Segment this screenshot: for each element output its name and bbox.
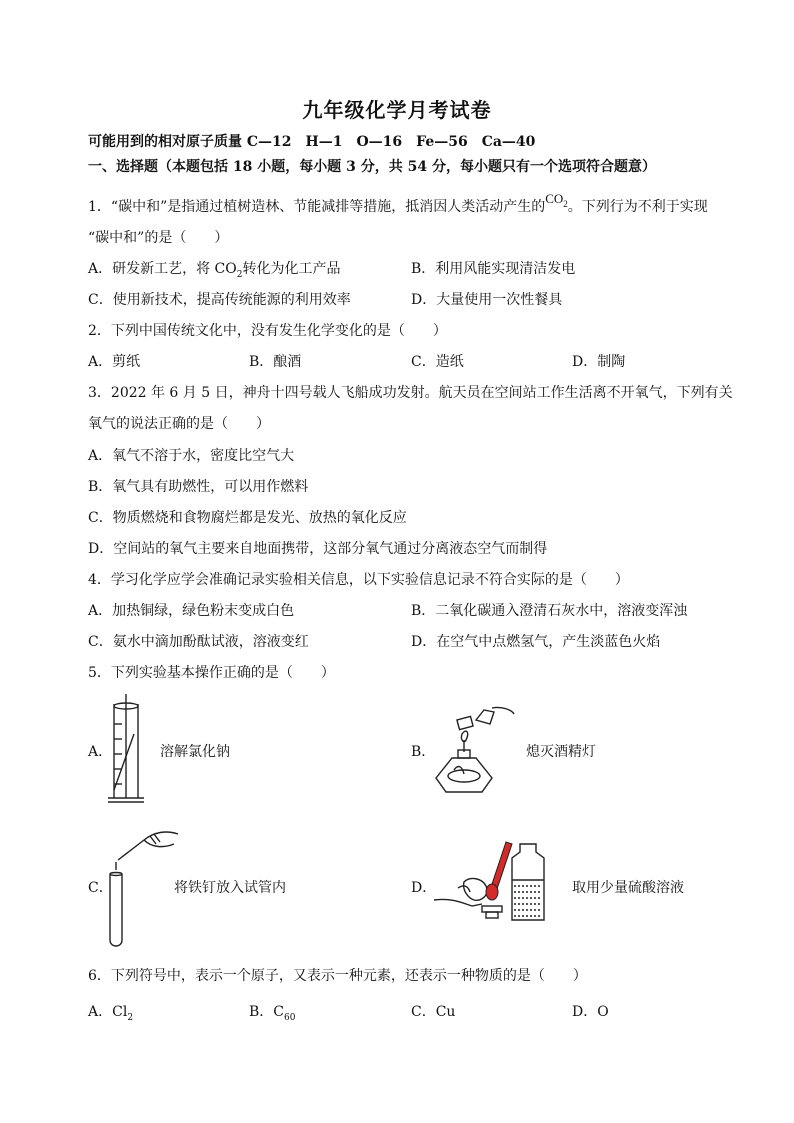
q3-stem: 3．2022 年 6 月 5 日，神舟十四号载人飞船成功发射。航天员在空间站工作生活离不开氧气，下列有关 [88,385,733,401]
q1-stem-a: 1．“碳中和”是指通过植树造林、节能减排等措施，抵消因人类活动产生的 [88,199,546,215]
q1-option-d[interactable]: D．大量使用一次性餐具 [411,292,563,308]
alcohol-lamp-figure [432,700,516,800]
q1-stem-b: 。下列行为不利于实现 [567,199,708,215]
q4-option-a[interactable]: A．加热铜绿，绿色粉末变成白色 [88,603,295,619]
q1-stem [88,191,708,216]
q3-stem-continued: 氧气的说法正确的是（ ） [88,416,270,432]
q3-option-a[interactable]: A．氧气不溶于水，密度比空气大 [88,448,295,464]
q6-option-d[interactable]: D．O [572,1004,609,1020]
q2-option-b[interactable]: B．酿酒 [249,354,302,370]
q3-option-b[interactable]: B．氧气具有助燃性，可以用作燃料 [88,479,309,495]
q5-option-c[interactable]: C． [88,880,113,896]
q3-option-c[interactable]: C．物质燃烧和食物腐烂都是发光、放热的氧化反应 [88,510,407,526]
q2-option-c[interactable]: C．造纸 [411,354,464,370]
q6-stem: 6．下列符号中，表示一个原子，又表示一种元素，还表示一种物质的是（ ） [88,968,587,984]
q6-option-b[interactable]: B．$C_{60}$ [249,1004,296,1023]
q1-option-a[interactable]: A．研发新工艺，将 $CO_2$转化为化工产品 [88,261,341,280]
atomic-masses: 可能用到的相对原子质量 C—12 H—1 O—16 Fe—56 Ca—40 [88,134,536,150]
q4-option-b[interactable]: B．二氧化碳通入澄清石灰水中，溶液变浑浊 [411,603,688,619]
q5-stem: 5．下列实验基本操作正确的是（ ） [88,665,335,681]
q5-option-b-label: 熄灭酒精灯 [526,744,596,760]
q1-option-b[interactable]: B．利用风能实现清洁发电 [411,261,576,277]
q1-co2: $CO_2$ [545,191,568,209]
q1-option-c[interactable]: C．使用新技术，提高传统能源的利用效率 [88,292,351,308]
q5-option-c-label: 将铁钉放入试管内 [174,880,286,896]
q5-option-a[interactable]: A． [88,744,113,760]
q2-option-a[interactable]: A．剪纸 [88,354,141,370]
q5-option-d-label: 取用少量硫酸溶液 [572,880,684,896]
q4-option-c[interactable]: C．氨水中滴加酚酞试液，溶液变红 [88,634,309,650]
q3-option-d[interactable]: D．空间站的氧气主要来自地面携带，这部分氧气通过分离液态空气而制得 [88,541,548,557]
q6-option-c[interactable]: C．Cu [411,1004,456,1020]
q6-option-a[interactable]: A．$Cl_2$ [88,1004,134,1023]
section-heading: 一、选择题（本题包括 18 小题，每小题 3 分，共 54 分，每小题只有一个选项符合题意） [88,159,656,175]
page-title: 九年级化学月考试卷 [302,98,492,122]
q1-stem-continued: “碳中和”的是（ ） [88,230,229,246]
q5-option-d[interactable]: D． [411,880,437,896]
q5-option-a-label: 溶解氯化钠 [160,744,230,760]
reagent-bottle-figure [434,840,564,926]
q2-stem: 2．下列中国传统文化中，没有发生化学变化的是（ ） [88,323,447,339]
graduated-cylinder-figure [100,694,160,806]
q5-option-b[interactable]: B． [411,744,436,760]
q4-option-d[interactable]: D．在空气中点燃氢气，产生淡蓝色火焰 [411,634,661,650]
q4-stem: 4．学习化学应学会准确记录实验相关信息，以下实验信息记录不符合实际的是（ ） [88,572,629,588]
q2-option-d[interactable]: D．制陶 [572,354,626,370]
test-tube-nail-figure [104,818,180,950]
